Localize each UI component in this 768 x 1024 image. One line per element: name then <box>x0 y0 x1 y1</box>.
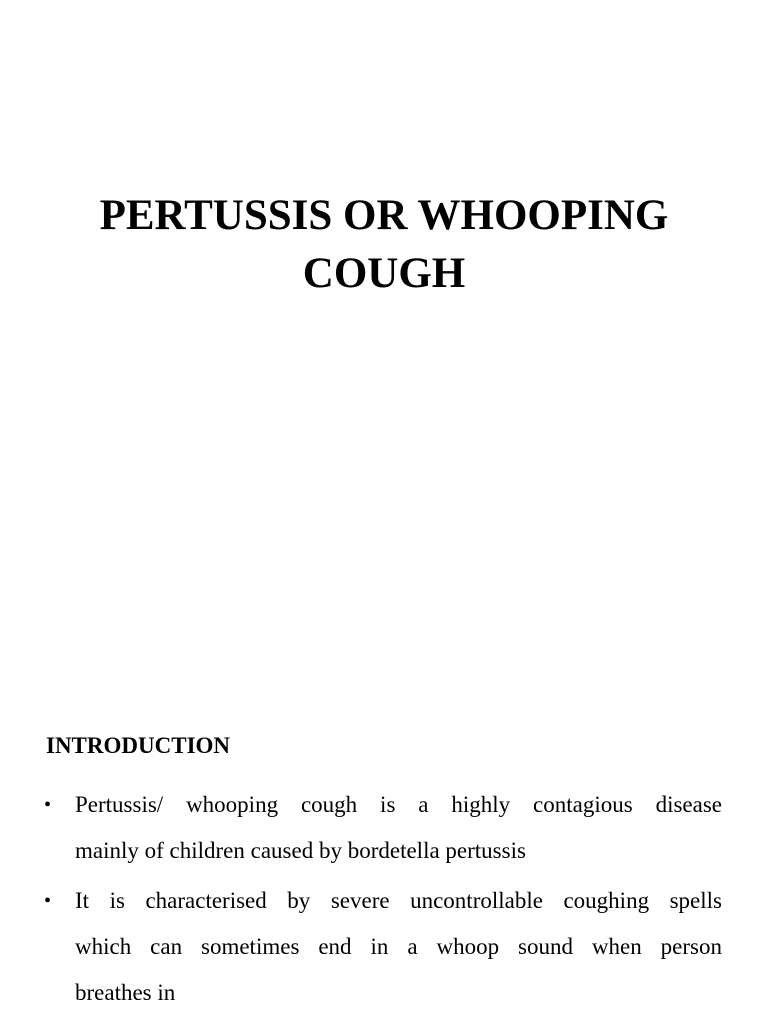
title-line-1: PERTUSSIS OR WHOOPING <box>99 192 669 239</box>
bullet-item <box>0 878 722 1016</box>
bullet-marker: • <box>44 794 52 816</box>
bullet-list <box>0 782 768 1020</box>
bullet-text-line: mainly of children caused by bordetella pertussis <box>75 838 526 863</box>
page-title <box>0 187 768 303</box>
bullet-text-line: It is characterised by severe uncontrollable coughing spells <box>75 888 722 913</box>
title-line-2: COUGH <box>302 250 466 297</box>
bullet-text-line: which can sometimes end in a whoop sound when person <box>75 934 722 959</box>
bullet-item <box>0 782 722 874</box>
bullet-marker: • <box>44 890 52 912</box>
bullet-text-line: breathes in <box>75 980 176 1005</box>
section-heading-introduction: INTRODUCTION <box>46 733 231 758</box>
bullet-text-line: Pertussis/ whooping cough is a highly contagious disease <box>75 792 722 817</box>
